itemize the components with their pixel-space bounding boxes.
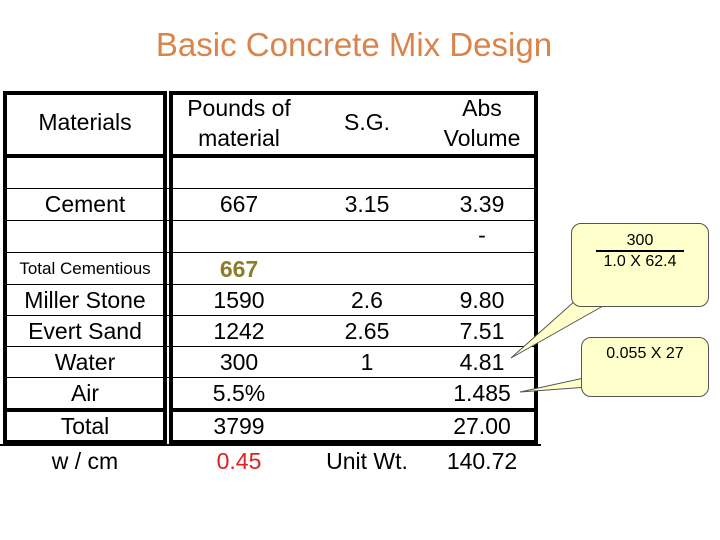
header-pounds-line2: material <box>198 125 280 151</box>
row-air-pounds: 5.5% <box>212 380 266 406</box>
header-sg: S.G. <box>343 109 390 135</box>
row-evert-sand-sg: 2.65 <box>344 318 390 344</box>
row-total-cementious-pounds: 667 <box>219 256 259 282</box>
row-cement-material: Cement <box>44 191 126 217</box>
row-cement-pounds: 667 <box>219 191 259 217</box>
row-miller-stone-abs: 9.80 <box>459 287 505 313</box>
row-air-material: Air <box>70 380 100 406</box>
header-materials: Materials <box>38 109 132 135</box>
air-callout-text: 0.055 X 27 <box>606 345 684 362</box>
row-cement-sg: 3.15 <box>344 191 390 217</box>
footer-wcm-label: w / cm <box>51 448 119 474</box>
row-total-abs: 27.00 <box>453 413 511 439</box>
row-air-abs: 1.485 <box>453 380 511 406</box>
row-water-material: Water <box>54 349 116 375</box>
header-pounds-line1: Pounds of <box>187 95 291 121</box>
header-divider-right <box>169 154 538 158</box>
row-divider <box>3 252 538 253</box>
row-evert-sand-pounds: 1242 <box>213 318 265 344</box>
row-total-pounds: 3799 <box>213 413 265 439</box>
header-abs-line2: Volume <box>443 125 521 151</box>
footer-wcm-value: 0.45 <box>216 448 262 474</box>
page-title: Basic Concrete Mix Design <box>155 26 553 63</box>
footer-unit-wt-label: Unit Wt. <box>326 448 408 474</box>
water-volume-callout <box>571 223 709 307</box>
row-evert-sand-abs: 7.51 <box>459 318 505 344</box>
row-miller-stone-pounds: 1590 <box>213 287 265 313</box>
row-evert-sand-material: Evert Sand <box>28 318 142 344</box>
row-total-material: Total <box>60 413 110 439</box>
row-water-abs: 4.81 <box>459 349 505 375</box>
row-miller-stone-sg: 2.6 <box>351 287 383 313</box>
row-water-sg: 1 <box>360 349 374 375</box>
header-abs-line1: Abs <box>462 95 502 121</box>
water-callout-numerator: 300 <box>596 232 684 252</box>
row-total-cementious-material: Total Cementious <box>19 259 151 278</box>
footer-unit-wt-value: 140.72 <box>446 448 518 474</box>
row-blank-abs: - <box>478 222 486 248</box>
water-callout-denominator: 1.0 X 62.4 <box>603 253 677 270</box>
row-water-pounds: 300 <box>219 349 259 375</box>
air-volume-callout <box>581 337 709 397</box>
row-miller-stone-material: Miller Stone <box>24 287 146 313</box>
row-cement-abs: 3.39 <box>459 191 505 217</box>
header-divider-left <box>3 154 167 158</box>
